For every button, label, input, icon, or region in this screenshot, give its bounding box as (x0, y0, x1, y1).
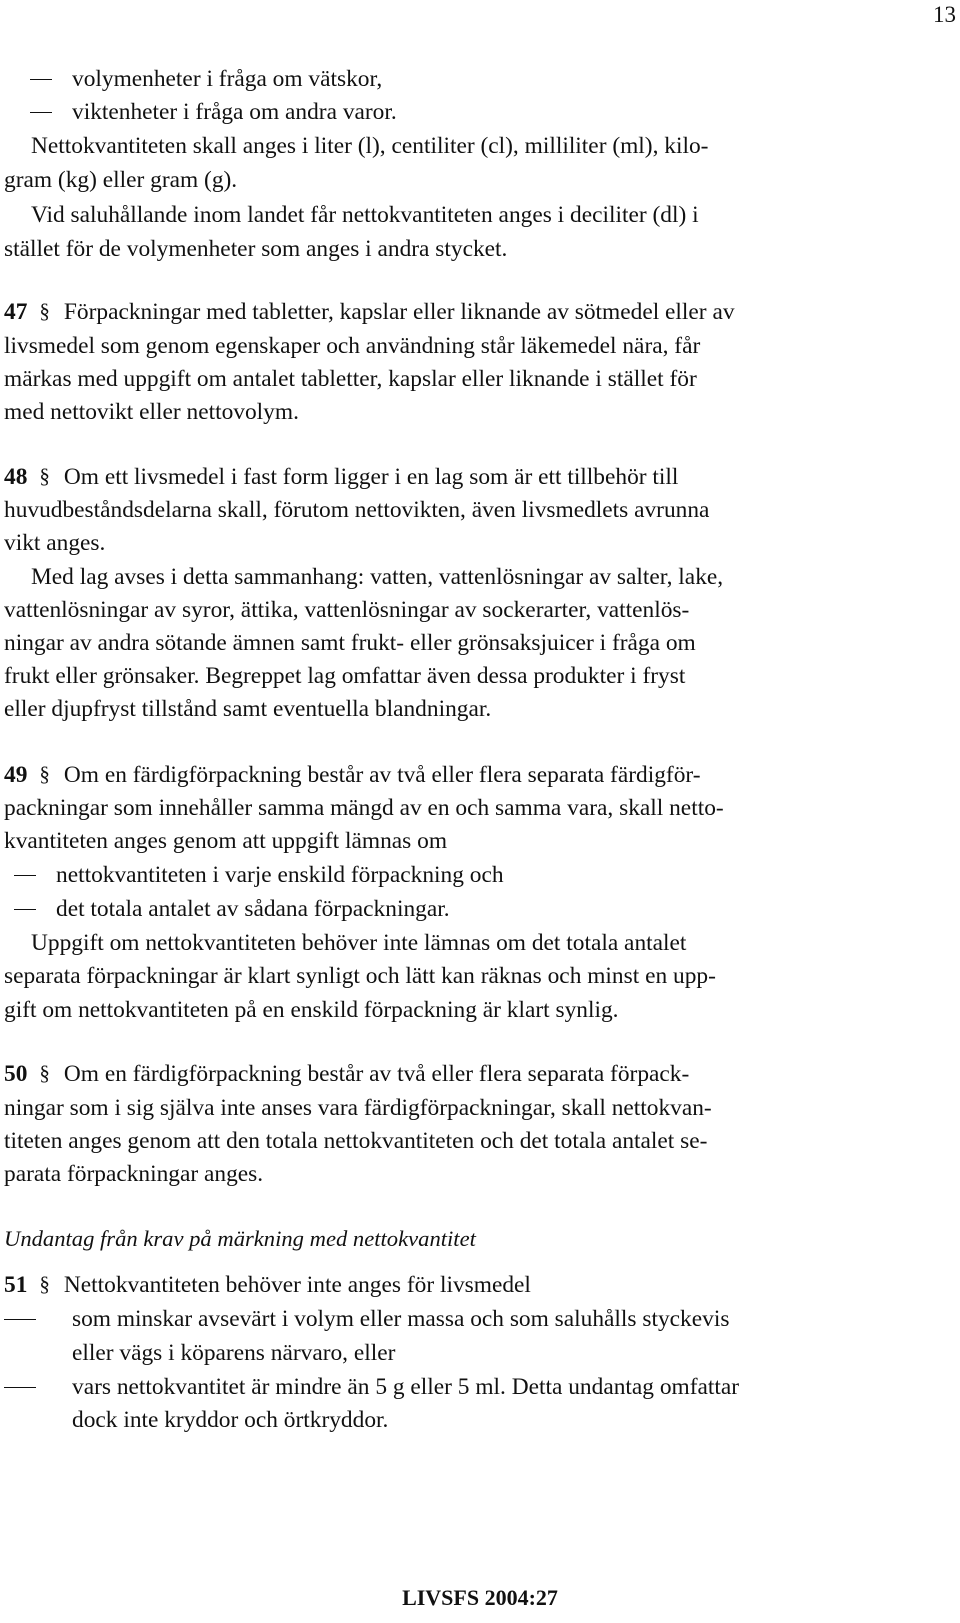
text-line: huvudbeståndsdelarna skall, förutom nettovikten, även livsmedlets avrunna (4, 497, 710, 523)
section-51-heading: 51 § Nettokvantiteten behöver inte anges för livsmedel (4, 1269, 531, 1302)
section-number: 50 (4, 1061, 28, 1087)
text-line: livsmedel som genom egenskaper och användning står läkemedel nära, får (4, 333, 701, 359)
dash-icon (4, 1387, 36, 1388)
text-line: ningar som i sig själva inte anses vara färdigförpackningar, skall nettokvan- (4, 1095, 712, 1121)
section-number: 48 (4, 464, 28, 490)
dash-icon (4, 1319, 36, 1320)
list-item: som minskar avsevärt i volym eller massa och som saluhålls styckevis (4, 1303, 729, 1336)
paragraph-sign-icon: § (39, 1061, 50, 1085)
paragraph-sign-icon: § (39, 299, 50, 323)
text-line: vikt anges. (4, 530, 106, 556)
section-47-heading: 47 § Förpackningar med tabletter, kapslar eller liknande av sötmedel eller av (4, 296, 735, 329)
list-item: vars nettokvantitet är mindre än 5 g eller 5 ml. Detta undantag omfattar (4, 1371, 739, 1404)
text-line: med nettovikt eller nettovolym. (4, 399, 299, 425)
text-line: separata förpackningar är klart synligt och lätt kan räknas och minst en upp- (4, 963, 716, 989)
list-item: volymenheter i fråga om vätskor, (30, 63, 382, 96)
text-line: gift om nettokvantiteten på en enskild förpackning är klart synlig. (4, 997, 619, 1023)
text-line: Vid saluhållande inom landet får nettokvantiteten anges i deciliter (dl) i (31, 202, 699, 228)
section-48-heading: 48 § Om ett livsmedel i fast form ligger i en lag som är ett tillbehör till (4, 461, 678, 494)
text-line: vattenlösningar av syror, ättika, vattenlösningar av sockerarter, vattenlös- (4, 597, 690, 623)
dash-icon (14, 909, 36, 910)
section-number: 47 (4, 299, 28, 325)
text-line: Uppgift om nettokvantiteten behöver inte lämnas om det totala antalet (31, 930, 687, 956)
section-number: 49 (4, 762, 28, 788)
list-item: nettokvantiteten i varje enskild förpackning och (14, 859, 504, 892)
text-line: Med lag avses i detta sammanhang: vatten, vattenlösningar av salter, lake, (31, 564, 724, 590)
page-footer: LIVSFS 2004:27 (402, 1585, 558, 1610)
section-heading: Undantag från krav på märkning med nettokvantitet (4, 1226, 476, 1251)
text-line: stället för de volymenheter som anges i andra stycket. (4, 236, 508, 262)
page-number: 13 (933, 2, 956, 27)
text-line: märkas med uppgift om antalet tabletter, kapslar eller liknande i stället för (4, 366, 697, 392)
paragraph-sign-icon: § (39, 464, 50, 488)
text-line: frukt eller grönsaker. Begreppet lag omfattar även dessa produkter i fryst (4, 663, 686, 689)
list-item: viktenheter i fråga om andra varor. (30, 96, 397, 129)
text-line: packningar som innehåller samma mängd av en och samma vara, skall netto- (4, 795, 724, 821)
section-number: 51 (4, 1272, 28, 1298)
text-line: titeten anges genom att den totala nettokvantiteten och det totala antalet se- (4, 1128, 708, 1154)
text-line: ningar av andra sötande ämnen samt frukt- eller grönsaksjuicer i fråga om (4, 630, 696, 656)
list-item: det totala antalet av sådana förpackningar. (14, 893, 450, 926)
text-line: gram (kg) eller gram (g). (4, 167, 238, 193)
text-line: dock inte kryddor och örtkryddor. (72, 1407, 389, 1433)
text-line: eller vägs i köparens närvaro, eller (72, 1340, 396, 1366)
text-line: parata förpackningar anges. (4, 1161, 264, 1187)
paragraph-sign-icon: § (39, 762, 50, 786)
text-line: eller djupfryst tillstånd samt eventuella blandningar. (4, 696, 492, 722)
text-line: kvantiteten anges genom att uppgift lämnas om (4, 828, 448, 854)
section-50-heading: 50 § Om en färdigförpackning består av två eller flera separata förpack- (4, 1058, 689, 1091)
dash-icon (30, 79, 52, 80)
dash-icon (14, 875, 36, 876)
section-49-heading: 49 § Om en färdigförpackning består av två eller flera separata färdigför- (4, 759, 701, 792)
text-line: Nettokvantiteten skall anges i liter (l), centiliter (cl), milliliter (ml), kilo- (31, 133, 709, 159)
paragraph-sign-icon: § (39, 1272, 50, 1296)
dash-icon (30, 112, 52, 113)
